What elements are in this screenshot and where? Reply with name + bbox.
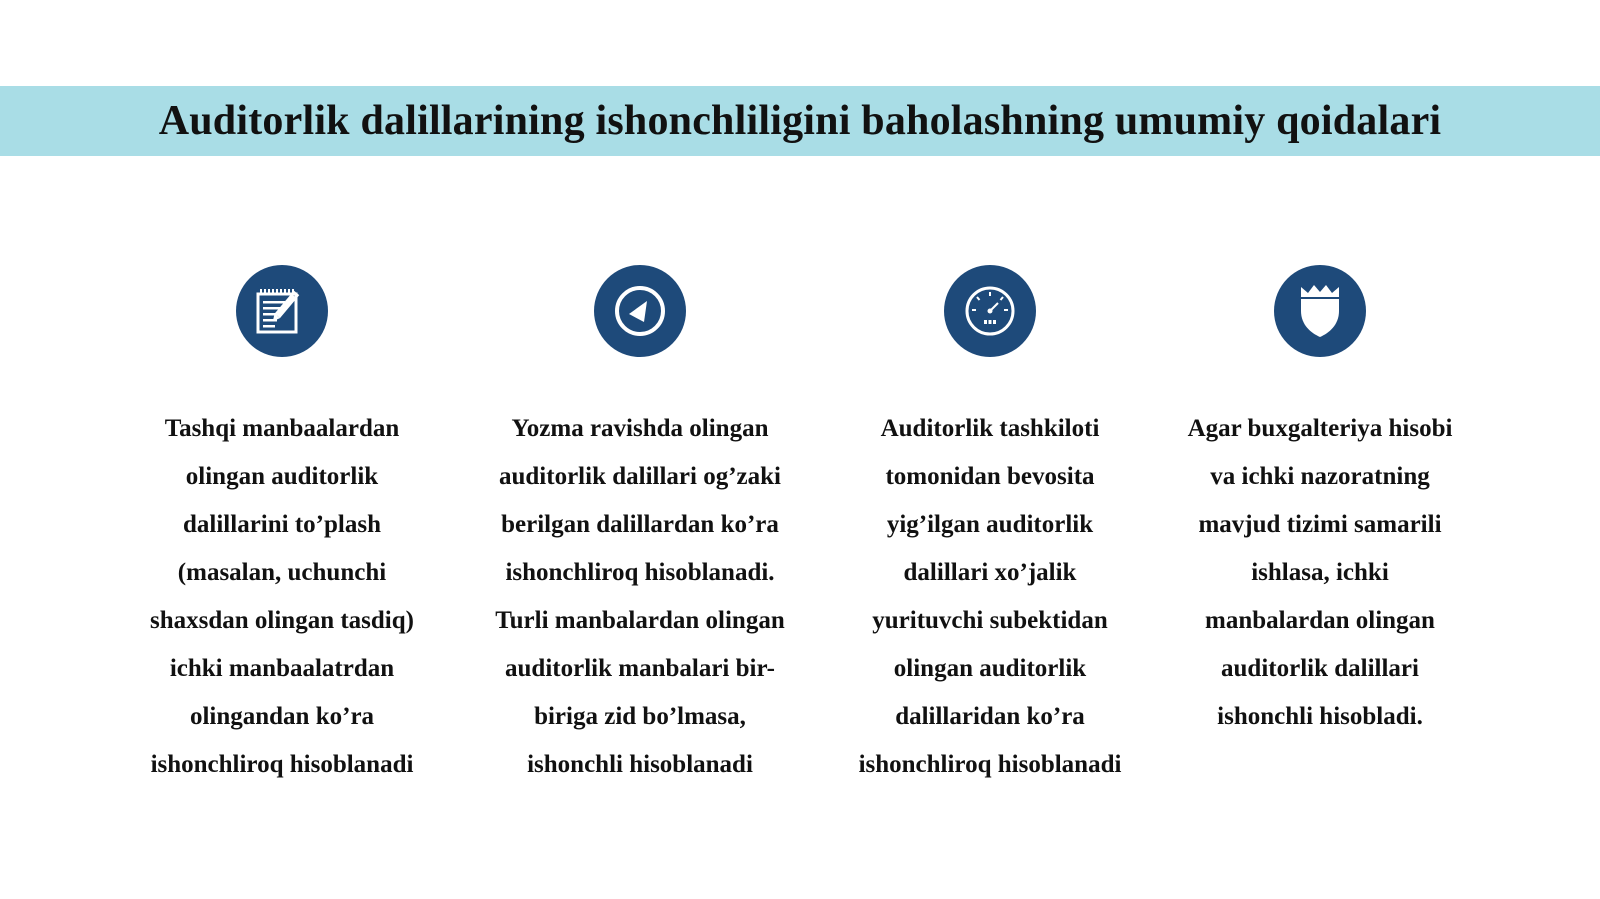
text-line: mavjud tizimi samarili [1198, 511, 1442, 538]
text-line: ichki manbaalatrdan [169, 655, 395, 682]
column-4-text [1155, 405, 1485, 741]
text-line: Auditorlik tashkiloti [880, 415, 1100, 442]
text-line: Turli manbalardan olingan [495, 607, 785, 634]
speedometer-icon [944, 265, 1036, 357]
text-line: ishlasa, ichki [1251, 559, 1389, 586]
text-line: ishonchli hisoblanadi [527, 751, 753, 778]
text-line: (masalan, uchunchi [177, 559, 387, 586]
text-line: ishonchliroq hisoblanadi. [505, 559, 775, 586]
column-3 [825, 265, 1155, 789]
column-4 [1155, 265, 1485, 741]
text-line: auditorlik dalillari og’zaki [499, 463, 781, 490]
column-2-text [475, 405, 805, 789]
text-line: tomonidan bevosita [885, 463, 1095, 490]
notepad-pencil-icon [236, 265, 328, 357]
column-1-text [117, 405, 447, 789]
text-line: Tashqi manbaalardan [164, 415, 400, 442]
text-line: va ichki nazoratning [1210, 463, 1430, 490]
column-1 [117, 265, 447, 789]
slide-title: Auditorlik dalillarining ishonchliligini baholashning umumiy qoidalari [158, 98, 1442, 144]
text-line: olingan auditorlik [893, 655, 1087, 682]
shield-crown-icon [1274, 265, 1366, 357]
text-line: dalillarini to’plash [183, 511, 381, 538]
text-line: ishonchli hisobladi. [1217, 703, 1423, 730]
text-line: shaxsdan olingan tasdiq) [149, 607, 414, 634]
text-line: biriga zid bo’lmasa, [534, 703, 746, 730]
text-line: yig’ilgan auditorlik [886, 511, 1094, 538]
column-2 [475, 265, 805, 789]
compass-icon [594, 265, 686, 357]
text-line: manbalardan olingan [1205, 607, 1435, 634]
text-line: yurituvchi subektidan [872, 607, 1108, 634]
column-3-text [825, 405, 1155, 789]
text-line: auditorlik dalillari [1221, 655, 1419, 682]
text-line: ishonchliroq hisoblanadi [150, 751, 414, 778]
text-line: olingandan ko’ra [189, 703, 375, 730]
text-line: dalillaridan ko’ra [895, 703, 1085, 730]
text-line: Yozma ravishda olingan [511, 415, 769, 442]
text-line: auditorlik manbalari bir- [505, 655, 775, 682]
title-band [0, 86, 1600, 156]
text-line: ishonchliroq hisoblanadi [858, 751, 1122, 778]
text-line: olingan auditorlik [185, 463, 379, 490]
text-line: Agar buxgalteriya hisobi [1187, 415, 1453, 442]
text-line: dalillari xo’jalik [903, 559, 1077, 586]
text-line: berilgan dalillardan ko’ra [501, 511, 779, 538]
